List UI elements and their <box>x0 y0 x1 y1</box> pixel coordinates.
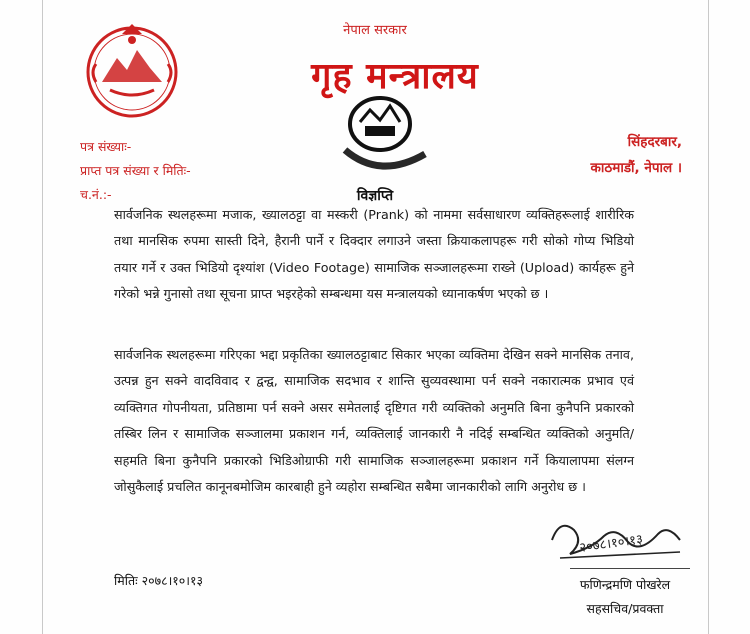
body-paragraph-1: सार्वजनिक स्थलहरूमा मजाक, ख्यालठट्टा वा मस्करी (Prank) को नाममा सर्वसाधारण व्यक्तिहरूलाई शारीरिक तथा मानसिक रुपमा सास्ती दिने, हैरानी पार्ने र दिक्दार लगाउने जस्ता क्रियाकलापहरू गरी सोको गोप्य भिडियो तयार गर्ने र उक्त भिडियो दृश्यांश (Video Footage) सामाजिक सञ्जालहरूमा राख्ने (Upload) कार्यहरू हुने गरेको भन्ने गुनासो तथा सूचना प्राप्त भइरहेको सम्बन्धमा यस मन्त्रालयको ध्यानाकर्षण भएको छ । <box>114 207 634 302</box>
address-line-1: सिंहदरबार, <box>627 134 682 150</box>
government-name: नेपाल सरकार <box>343 23 407 38</box>
dispatch-number-label: च.नं.:- <box>80 187 112 202</box>
signature-line <box>570 568 690 569</box>
received-letter-label: प्राप्त पत्र संख्या र मितिः- <box>80 163 191 178</box>
handwritten-signature <box>540 512 690 570</box>
body-paragraph-2: सार्वजनिक स्थलहरूमा गरिएका भद्दा प्रकृतिका ख्यालठट्टाबाट सिकार भएका व्यक्तिमा देखिन सक्ने मानसिक तनाव, उत्पन्न हुन सक्ने वादविवाद र द्वन्द्व, सामाजिक सदभाव र शान्ति सुव्यवस्थामा पर्न सक्ने नकारात्मक प्रभाव एवं व्यक्तिगत गोपनीयता, प्रतिष्ठामा पर्न सक्ने असर समेतलाई दृष्टिगत गरी व्यक्तिको अनुमति बिना कुनैपनि प्रकारको तस्बिर लिन र सामाजिक सञ्जालमा प्रकाशन गर्न, व्यक्तिलाई जानकारी नै नदिई सम्बन्धित व्यक्तिको अनुमति/सहमति बिना कुनैपनि प्रकारको भिडिओग्राफी गरी सामाजिक सञ्जालहरूमा प्रकाशन गर्ने कियालापमा संलग्न जोसुकैलाई प्रचलित कानूनबमोजिम कारबाही हुने व्यहोरा सम्बन्धित सबैमा जानकारीको लागि अनुरोध छ । <box>114 347 634 495</box>
ministry-stamp <box>335 92 435 182</box>
signatory-name: फणिन्द्रमणि पोखरेल <box>579 577 671 592</box>
letter-number-label: पत्र संख्याः- <box>80 139 132 154</box>
ministry-title: गृह मन्त्रालय <box>311 56 479 97</box>
address-line-2: काठमाडौं, नेपाल । <box>590 160 682 176</box>
svg-text:२०७८।१०।१३: २०७८।१०।१३ <box>578 532 644 556</box>
signatory-title: सहसचिव/प्रवक्ता <box>586 601 664 616</box>
issue-date: मितिः २०७८।१०।१३ <box>114 573 204 588</box>
notice-title: विज्ञप्ति <box>356 188 394 204</box>
